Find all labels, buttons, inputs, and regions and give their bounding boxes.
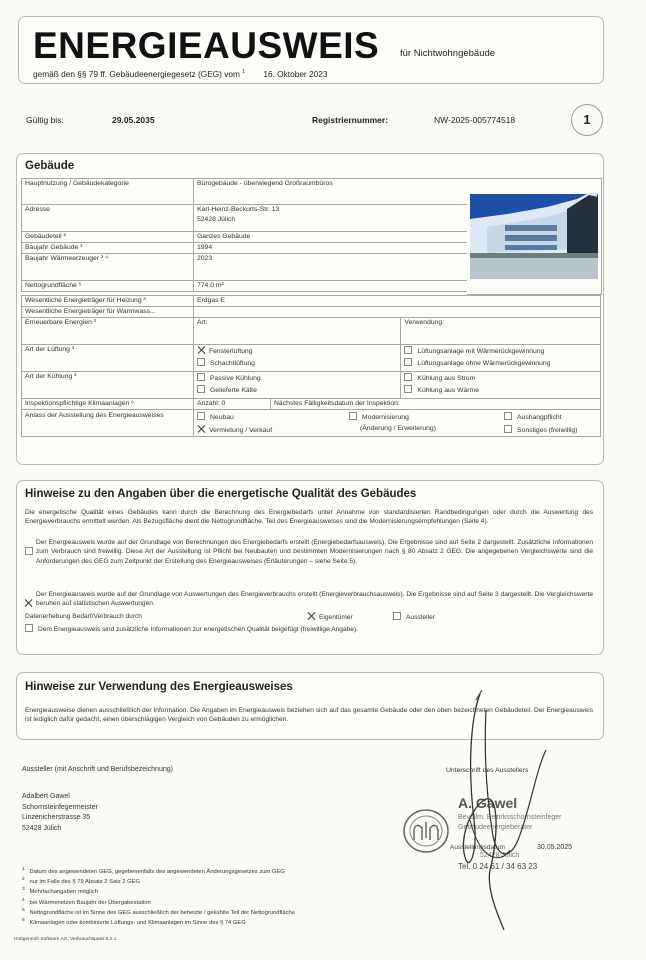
ventilation-label: Art der Lüftung ³ — [22, 345, 194, 372]
footnote-number: 1 — [22, 867, 25, 872]
option-label: Kühlung aus Strom — [417, 375, 476, 382]
checked-checkbox[interactable] — [307, 612, 315, 620]
reason-option-other[interactable] — [504, 425, 577, 434]
quality-heading: Hinweise zu den Angaben über die energetische Qualität des Gebäudes — [25, 488, 417, 500]
address-city: 52428 Jülich — [197, 216, 236, 223]
row-value: 1994 — [194, 243, 469, 254]
footnote-text: Mehrfachangaben möglich — [29, 889, 98, 896]
issuer-name: Adalbert Gawel — [22, 793, 70, 800]
reason-option-modernization-note: (Änderung / Erweiterung) — [360, 425, 436, 432]
stamp-line-2: Gebäudeenergieberater — [458, 824, 533, 831]
row-label: Wesentliche Energieträger für Warmwass... — [22, 307, 194, 318]
checkbox[interactable] — [197, 412, 205, 420]
checkbox[interactable] — [197, 358, 205, 366]
law-date: 16. Oktober 2023 — [263, 69, 328, 79]
row-value — [194, 205, 469, 232]
option-label: Fensterlüftung — [209, 348, 253, 355]
ventilation-option-shaft[interactable] — [197, 358, 397, 367]
issue-date-label: Ausstellungsdatum — [450, 844, 505, 851]
building-section — [16, 153, 604, 465]
row-label: Nettogrundfläche ⁵ — [22, 281, 194, 292]
row-value: 774.0 m² — [194, 281, 469, 292]
option-label: Kühlung aus Wärme — [417, 387, 480, 394]
data-collection-owner[interactable] — [307, 612, 353, 622]
checkbox[interactable] — [349, 412, 357, 420]
option-label: Sonstiges (freiwillig) — [517, 427, 578, 434]
inspection-count: Anzahl: 0 — [194, 399, 271, 410]
checkbox[interactable] — [404, 385, 412, 393]
cooling-option-delivered[interactable] — [197, 385, 397, 394]
row-label: Baujahr Wärmeerzeuger ³ ⁴ — [22, 254, 194, 281]
document-type: für Nichtwohngebäude — [400, 48, 496, 59]
footnote-number: 5 — [22, 907, 25, 913]
renewables-label: Erneuerbare Energien ³ — [22, 318, 194, 345]
stamp-phone: Tel. 0 24 61 / 34 63 23 — [458, 862, 538, 871]
issuer-city: 52428 Jülich — [22, 824, 62, 832]
footnote-number: 3 — [22, 887, 25, 893]
row-label: Baujahr Gebäude ³ — [22, 243, 194, 254]
legal-basis-text: gemäß den §§ 79 ff. Gebäudeenergiegesetz (GEG) vom — [33, 69, 240, 79]
issue-date: 30.05.2025 — [537, 844, 573, 851]
footnote-text: Nettogrundfläche ist im Sinne des GEG ausschließlich der beheizte / gekühlte Teil der Nettogrundfläche — [29, 909, 295, 916]
header-box — [18, 16, 604, 84]
row-value: Erdgas E — [194, 296, 601, 307]
footnote — [22, 876, 295, 886]
footnote-text: Klimaanlagen oder kombinierte Lüftungs- und Klimaanlagen im Sinne des § 74 GEG — [29, 920, 246, 927]
address-street: Karl-Heinz-Beckurts-Str. 13 — [197, 206, 280, 213]
checkbox[interactable] — [404, 373, 412, 381]
row-value: 2023 — [194, 254, 469, 281]
footnote-text: nur im Falle des § 79 Absatz 2 Satz 2 GEG — [29, 879, 141, 886]
footnote — [22, 886, 295, 896]
ventilation-option-window[interactable] — [197, 346, 397, 355]
ventilation-option-with-recovery[interactable] — [404, 346, 597, 355]
reason-option-modernization[interactable] — [349, 412, 409, 421]
valid-until-label: Gültig bis: — [26, 115, 64, 125]
usage-text: Energieausweise dienen ausschließlich der Information. Die Angaben im Energieausweis beziehen sich auf das gesamte Gebäude oder den oben bezeichneten Gebäudeteil. Der Energieausweis ist lediglich dafür gedacht, einen überschlägigen Vergleich von Gebäuden zu ermöglichen. — [25, 707, 593, 724]
footnotes — [22, 866, 295, 927]
building-photo — [467, 179, 601, 294]
checkbox[interactable] — [404, 346, 412, 354]
row-label: Wesentliche Energieträger für Heizung ³ — [22, 296, 194, 307]
cooling-option-heat[interactable] — [404, 385, 597, 394]
checked-checkbox[interactable] — [197, 346, 205, 354]
data-collection-issuer[interactable] — [393, 612, 435, 622]
building-heading: Gebäude — [25, 160, 75, 172]
reason-label: Anlass der Ausstellung des Energieausweises — [22, 410, 194, 437]
reason-option-new[interactable] — [197, 412, 234, 421]
quality-intro: Die energetische Qualität eines Gebäudes kann durch die Berechnung des Energiebedarfs unter Annahme von standardisierten Randbedingungen oder durch die Auswertung des Energieverbrauchs ermittelt werden. Als Bezugsfläche dient die Nettogrundfläche. Teil des Energieausweises sind die Modernisierungsempfehlungen (Seite 4). — [25, 509, 593, 526]
issuer-profession: Schornsteinfegermeister — [22, 803, 98, 811]
stamp-city: 52428 Jülich — [480, 852, 520, 859]
checked-checkbox[interactable] — [197, 425, 205, 433]
ventilation-option-without-recovery[interactable] — [404, 358, 597, 367]
option-label: Schachtlüftung — [210, 360, 255, 367]
option-label: Gelieferte Kälte — [210, 387, 257, 394]
additional-info-option[interactable] — [25, 624, 358, 634]
cooling-option-electric[interactable] — [404, 373, 597, 382]
footnote-number: 2 — [22, 877, 25, 883]
inspection-label: Inspektionspflichtige Klimaanlagen ⁶ — [22, 399, 194, 410]
option-label: Dem Energieausweis sind zusätzliche Informationen zur energetischen Qualität beigefügt (freiwillige Angabe). — [38, 626, 358, 633]
option-label: Lüftungsanlage ohne Wärmerückgewinnung — [417, 360, 551, 367]
option-label: Passive Kühlung — [210, 375, 261, 382]
data-collection-label: Datenerhebung Bedarf/Verbrauch durch — [25, 613, 142, 620]
footnote-number: 6 — [22, 918, 25, 924]
reason-option-rent-sale[interactable] — [197, 425, 272, 434]
renewables-use: Verwendung: — [401, 318, 601, 345]
option-demand-text: Der Energieausweis wurde auf der Grundlage von Berechnungen des Energiebedarfs erstellt (Energiebedarfsausweis). Die Ergebnisse sind auf Seite 2 dargestellt. Zusätzliche Informationen zum Verbrauch sind freiwillig. Diese Art der Ausstellung ist Pflicht bei Neubauten und bestimmten Modernisierungen nach § 80 Absatz 2 GEG. Die angegebenen Vergleichswerte sind die Anforderungen des GEG zum Zeitpunkt der Erstellung des Energieausweises (Erläuterungen – siehe Seite 5). — [36, 539, 593, 565]
checkbox[interactable] — [25, 624, 33, 632]
row-value: Ganzes Gebäude — [194, 232, 469, 243]
document-title: ENERGIEAUSWEIS — [33, 25, 380, 66]
software-note: Hottgenroth Software AG, Verbrauchspass 5.2.1 — [14, 937, 117, 942]
checkbox[interactable] — [504, 412, 512, 420]
footnote — [22, 907, 295, 917]
option-label: Eigentümer — [319, 614, 353, 621]
footnote — [22, 866, 295, 876]
row-value: Bürogebäude - überwiegend Großraumbüros — [194, 179, 469, 205]
inspection-next-date: Nächstes Fälligkeitsdatum der Inspektion: — [271, 399, 601, 410]
row-label: Adresse — [22, 205, 194, 232]
cooling-label: Art der Kühlung ³ — [22, 372, 194, 399]
cooling-option-passive[interactable] — [197, 373, 397, 382]
option-label: Lüftungsanlage mit Wärmerückgewinnung — [417, 348, 545, 355]
building-photo-frame — [467, 178, 602, 295]
option-label: Modernisierung — [362, 414, 409, 421]
building-table — [21, 178, 469, 292]
footnote-text: Datum des angewendeten GEG, gegebenenfalls des angewendeten Änderungsgesetzes zum GEG — [29, 868, 285, 875]
usage-heading: Hinweise zur Verwendung des Energieausweises — [25, 681, 293, 693]
quality-notes-section — [16, 480, 604, 655]
checkbox[interactable] — [404, 358, 412, 366]
page-number-badge: 1 — [571, 104, 603, 136]
building-table-lower — [21, 295, 601, 437]
option-consumption-text: Der Energieausweis wurde auf der Grundlage von Auswertungen des Energieverbrauchs erstellt (Energieverbrauchsausweis). Die Ergebnisse sind auf Seite 3 dargestellt. Die Vergleichswerte beruhen auf statistischen Auswertungen. — [36, 591, 593, 608]
checkbox[interactable] — [197, 373, 205, 381]
signature-label: Unterschrift des Ausstellers — [446, 767, 529, 774]
option-label: Vermietung / Verkauf — [209, 427, 273, 434]
row-label: Hauptnutzung / Gebäudekategorie — [22, 179, 194, 205]
option-label: Aussteller — [406, 614, 435, 621]
footnote-ref: 1 — [242, 69, 246, 76]
renewables-type: Art: — [194, 318, 401, 345]
valid-until-value: 29.05.2035 — [112, 115, 155, 125]
legal-basis — [33, 69, 327, 79]
option-label: Neubau — [210, 414, 234, 421]
stamp-line-1: Bevollm. Bezirksschornsteinfeger — [458, 814, 562, 821]
footnote-text: bei Wärmenetzen Baujahr der Übergabestation — [29, 899, 151, 906]
checkbox[interactable] — [393, 612, 401, 620]
stamp-name: A. Gawel — [458, 795, 518, 811]
signature-scribble — [440, 690, 560, 930]
issuer-street: Linzenicherstrasse 35 — [22, 814, 91, 821]
footnote — [22, 897, 295, 907]
footnote — [22, 917, 295, 927]
row-label: Gebäudeteil ² — [22, 232, 194, 243]
issuer-address — [22, 792, 98, 834]
checkbox[interactable] — [504, 425, 512, 433]
option-consumption-checkbox[interactable] — [24, 593, 36, 611]
footnote-number: 4 — [22, 897, 25, 903]
reason-option-display[interactable] — [504, 412, 562, 421]
issuer-label: Aussteller (mit Anschrift und Berufsbezeichnung) — [22, 766, 173, 773]
row-value — [194, 307, 601, 318]
checkbox[interactable] — [197, 385, 205, 393]
option-label: Aushangpflicht — [517, 414, 562, 421]
registration-label: Registriernummer: — [312, 115, 389, 125]
registration-number: NW-2025-005774518 — [434, 115, 516, 125]
checked-checkbox[interactable] — [24, 599, 32, 607]
checkbox[interactable] — [25, 547, 33, 555]
